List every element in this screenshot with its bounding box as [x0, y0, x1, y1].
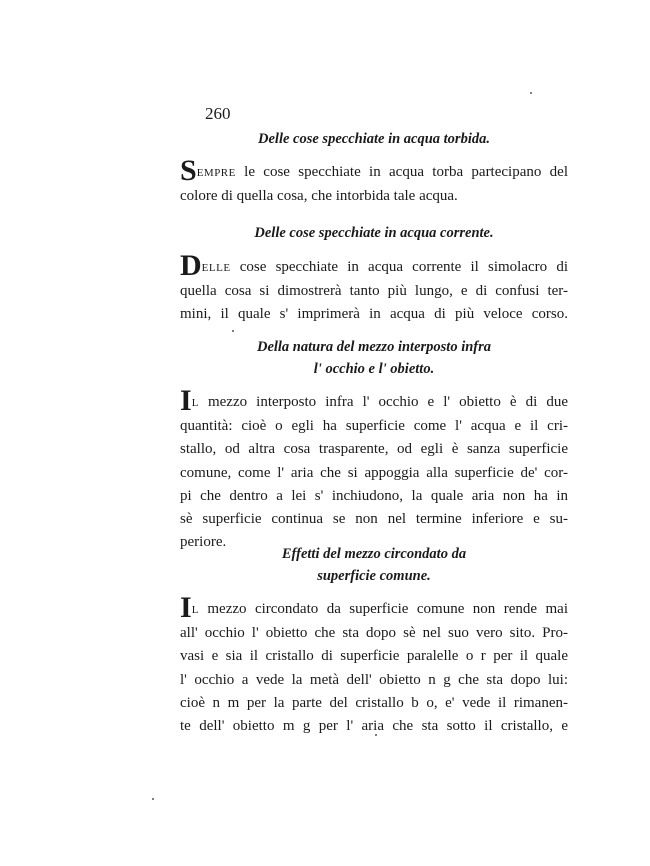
section-heading-4	[180, 543, 568, 587]
line-text: mezzo circondato da superficie comune non rende mai	[198, 601, 568, 617]
paragraph-3	[180, 384, 568, 554]
heading-line: Della natura del mezzo interposto infra	[256, 339, 492, 355]
paragraph-line: vasi e sia il cristallo di superficie paralelle o r per il quale	[180, 648, 568, 665]
small-caps: L	[191, 397, 199, 409]
paragraph-4	[180, 591, 568, 738]
scan-speck	[375, 734, 377, 736]
small-caps: EMPRE	[196, 167, 236, 179]
paragraph-line: colore di quella cosa, che intorbida tale acqua.	[180, 188, 458, 205]
paragraph-line: quantità: cioè o egli ha superficie come l' acqua e il cri-	[180, 418, 568, 435]
paragraph-2	[180, 249, 568, 327]
paragraph-line	[180, 384, 568, 417]
section-heading-2	[180, 222, 568, 244]
page-number: 260	[205, 104, 231, 123]
heading-line: Delle cose specchiate in acqua corrente.	[254, 225, 494, 241]
drop-cap: D	[180, 249, 202, 282]
paragraph-line: pi che dentro a lei s' inchiudono, la quale aria non ha in	[180, 487, 568, 504]
heading-line: Delle cose specchiate in acqua torbida.	[258, 131, 490, 147]
paragraph-line: te dell' obietto m g per l' aria che sta sotto il cristallo, e	[180, 718, 568, 735]
section-heading-1	[180, 128, 568, 150]
small-caps: L	[191, 604, 199, 616]
scan-speck	[530, 92, 532, 94]
line-text: mezzo interposto infra l' occhio e l' obietto è di due	[198, 394, 568, 410]
paragraph-line: stallo, od altra cosa trasparente, od egli è sanza superficie	[180, 441, 568, 458]
paragraph-line: mini, il quale s' imprimerà in acqua di più veloce corso.	[180, 306, 568, 323]
paragraph-line: sè superficie continua se non nel termine inferiore e su-	[180, 511, 568, 528]
paragraph-line: l' occhio a vede la metà dell' obietto n g che sta dopo lui:	[180, 671, 568, 688]
heading-line: Effetti del mezzo circondato da	[281, 546, 467, 562]
scan-speck	[232, 330, 234, 332]
drop-cap: S	[180, 154, 197, 187]
paragraph-line: all' occhio l' obietto che sta dopo sè nel suo vero sito. Pro-	[180, 625, 568, 642]
paragraph-line: quella cosa si dimostrerà tanto più lungo, e di confusi ter-	[180, 283, 568, 300]
line-text: cose specchiate in acqua corrente il simolacro di	[230, 259, 568, 275]
paragraph-line	[180, 154, 568, 187]
heading-line: l' occhio e l' obietto.	[313, 361, 435, 377]
drop-cap: I	[180, 591, 192, 624]
paragraph-line: periore.	[180, 534, 227, 551]
section-heading-3	[180, 336, 568, 380]
paragraph-1	[180, 154, 568, 208]
line-text: le cose specchiate in acqua torba partecipano del	[235, 164, 568, 180]
paragraph-line: comune, come l' aria che si appoggia alla superficie de' cor-	[180, 464, 568, 481]
small-caps: ELLE	[201, 262, 231, 274]
heading-line: superficie comune.	[317, 568, 431, 584]
paragraph-line	[180, 591, 568, 624]
paragraph-line: cioè n m per la parte del cristallo b o, e' vede il rimanen-	[180, 694, 568, 711]
scan-speck	[152, 798, 154, 800]
drop-cap: I	[180, 384, 192, 417]
paragraph-line	[180, 249, 568, 282]
